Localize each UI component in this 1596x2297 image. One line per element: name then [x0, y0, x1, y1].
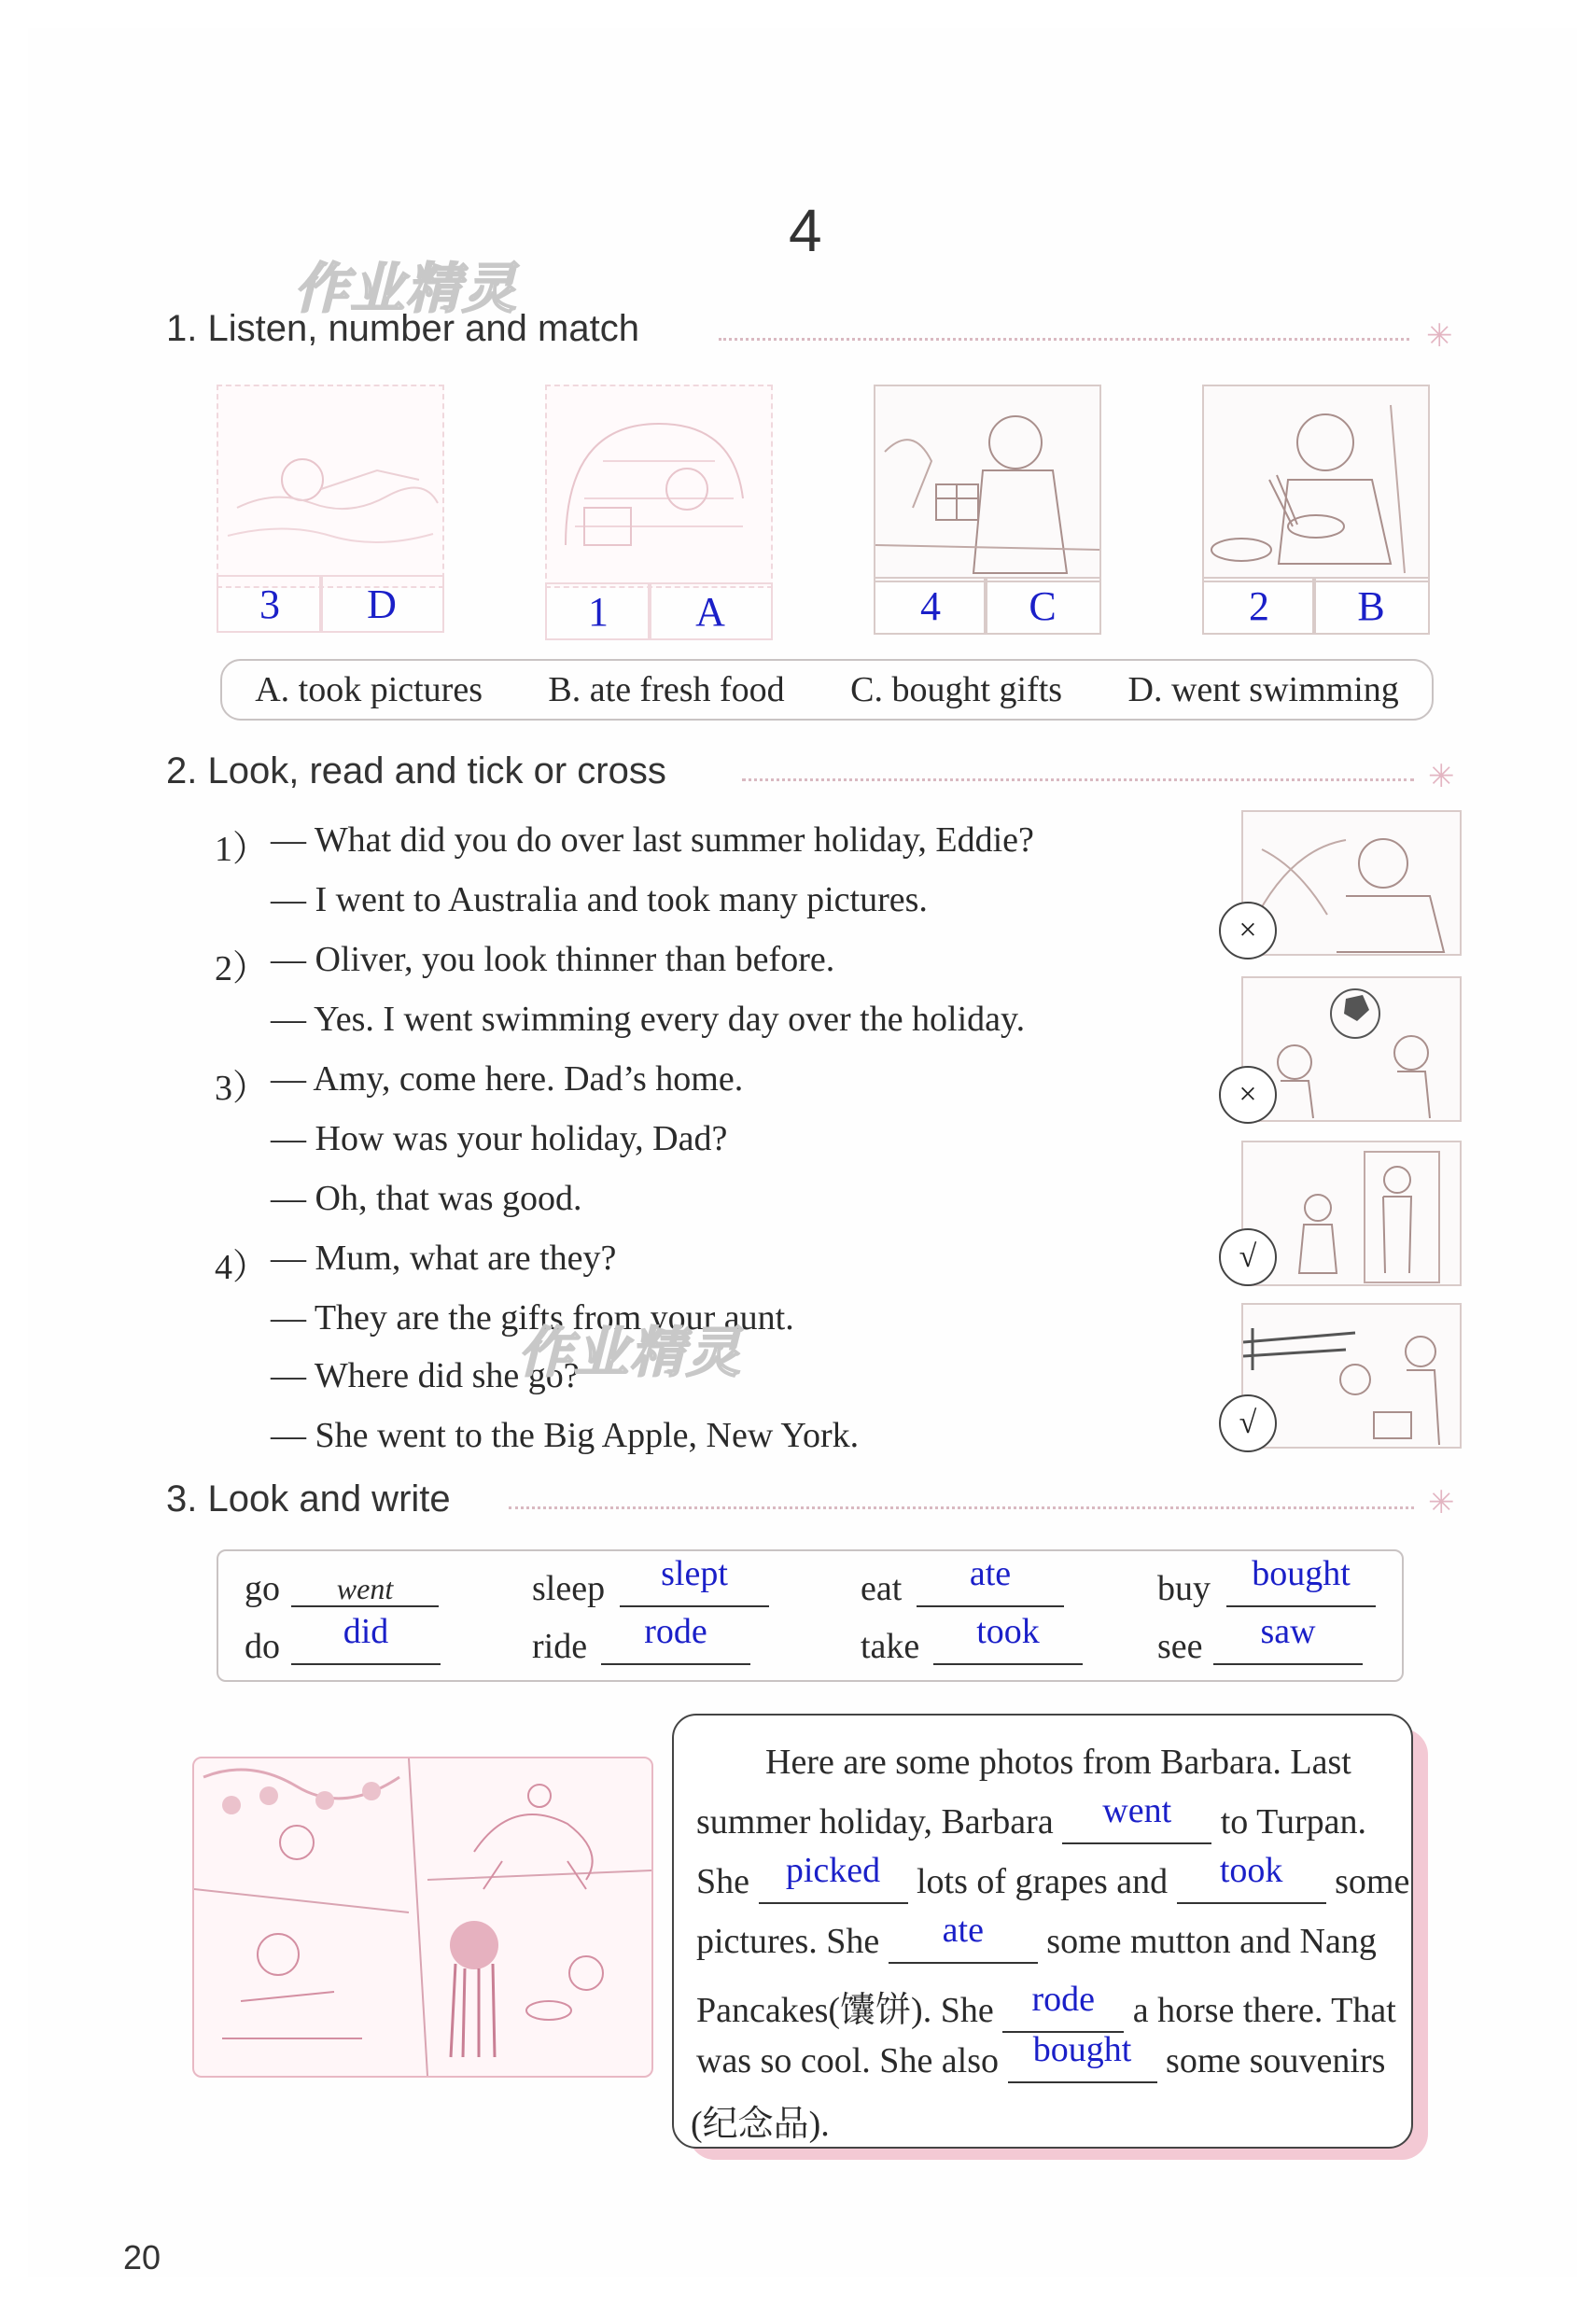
option-d: D. went swimming [1127, 670, 1399, 709]
verb-base: ride [532, 1627, 588, 1666]
story-line: pictures. She ate some mutton and Nang [696, 1921, 1377, 1964]
answer-mark: × [1219, 1066, 1277, 1124]
verb-base: sleep [532, 1569, 606, 1608]
picture4-number: 2 [1202, 577, 1316, 635]
verb-base: buy [1157, 1569, 1211, 1608]
swimming-boy-picture [217, 385, 444, 588]
dialogue-line: — She went to the Big Apple, New York. [271, 1416, 860, 1455]
verb-blank: went [291, 1561, 439, 1607]
story-line: Pancakes(馕饼). She rode a horse there. That [696, 1981, 1396, 2033]
dialogue-line: — Mum, what are they? [271, 1239, 617, 1278]
dialogue-line: — Oh, that was good. [271, 1179, 582, 1218]
eating-noodles-picture [1202, 385, 1430, 582]
picture1-letter: D [319, 575, 444, 633]
verb-blank: took [933, 1611, 1083, 1665]
dialogue-line: — Where did she go? [271, 1356, 580, 1395]
story-line: summer holiday, Barbara went to Turpan. [696, 1801, 1366, 1844]
section1-title: 1. Listen, number and match [166, 308, 639, 349]
turpan-photos-collage [192, 1757, 653, 2078]
verb-base: see [1157, 1627, 1203, 1666]
story-blank: ate [889, 1921, 1038, 1964]
option-b: B. ate fresh food [548, 670, 785, 709]
igloo-picture [545, 385, 773, 588]
picture4-letter: B [1312, 577, 1430, 635]
dialogue-line: — Yes. I went swimming every day over the holiday. [271, 1000, 1026, 1039]
dialogue-line: — Amy, come here. Dad’s home. [271, 1059, 744, 1099]
dialogue-3-num: 3） [215, 1069, 269, 1108]
dialogue-4-num: 4） [215, 1248, 269, 1287]
dialogue-line: — Oliver, you look thinner than before. [271, 940, 835, 979]
story-blank: took [1177, 1861, 1326, 1904]
gift-shopping-picture [874, 385, 1101, 582]
verb-blank: bought [1226, 1553, 1376, 1607]
decor-star-icon: ✳ [1428, 1486, 1455, 1520]
picture2-number: 1 [545, 582, 651, 640]
dialogue-line: — I went to Australia and took many pictures. [271, 880, 928, 919]
dialogue-2-num: 2） [215, 949, 269, 988]
decor-star-icon: ✳ [1426, 319, 1453, 354]
verb-blank: saw [1213, 1611, 1363, 1665]
story-blank: bought [1008, 2040, 1157, 2083]
story-line: Here are some photos from Barbara. Last [765, 1743, 1351, 1782]
verb-base: eat [861, 1569, 903, 1608]
page-number: 20 [123, 2238, 161, 2276]
dialogue-line: — What did you do over last summer holiday, Eddie? [271, 820, 1034, 860]
section3-divider [509, 1506, 1414, 1509]
story-blank: went [1062, 1801, 1211, 1844]
verb-base: go [245, 1569, 280, 1608]
verb-base: take [861, 1627, 920, 1666]
unit-number: 4 [789, 197, 822, 264]
answer-mark: √ [1219, 1228, 1277, 1286]
option-a: A. took pictures [255, 670, 483, 709]
story-line: (纪念品). [691, 2105, 830, 2144]
verb-blank: ate [917, 1553, 1064, 1607]
watermark: 作业精灵 [518, 1321, 743, 1384]
dialogue-line: — They are the gifts from your aunt. [271, 1298, 794, 1338]
verb-blank: rode [601, 1611, 750, 1665]
picture3-letter: C [984, 577, 1101, 635]
verb-blank: slept [620, 1553, 769, 1607]
option-c: C. bought gifts [850, 670, 1063, 709]
answer-mark: √ [1219, 1394, 1277, 1452]
story-line: She picked lots of grapes and took some [696, 1861, 1409, 1904]
section2-divider [742, 778, 1414, 781]
story-blank: rode [1002, 1990, 1124, 2033]
watermark: 作业精灵 [294, 257, 519, 320]
story-blank: picked [759, 1861, 908, 1904]
answer-mark: × [1219, 902, 1277, 959]
section1-divider [719, 338, 1409, 341]
section2-title: 2. Look, read and tick or cross [166, 750, 666, 791]
verb-blank: did [291, 1611, 441, 1665]
verb-base: do [245, 1627, 280, 1666]
dialogue-line: — How was your holiday, Dad? [271, 1119, 728, 1158]
picture2-letter: A [648, 582, 773, 640]
story-line: was so cool. She also bought some souvenirs [696, 2040, 1385, 2083]
picture1-number: 3 [217, 575, 323, 633]
section3-title: 3. Look and write [166, 1478, 451, 1520]
decor-star-icon: ✳ [1428, 760, 1455, 794]
picture3-number: 4 [874, 577, 987, 635]
dialogue-1-num: 1） [215, 830, 269, 869]
match-options-bar [220, 659, 1434, 721]
